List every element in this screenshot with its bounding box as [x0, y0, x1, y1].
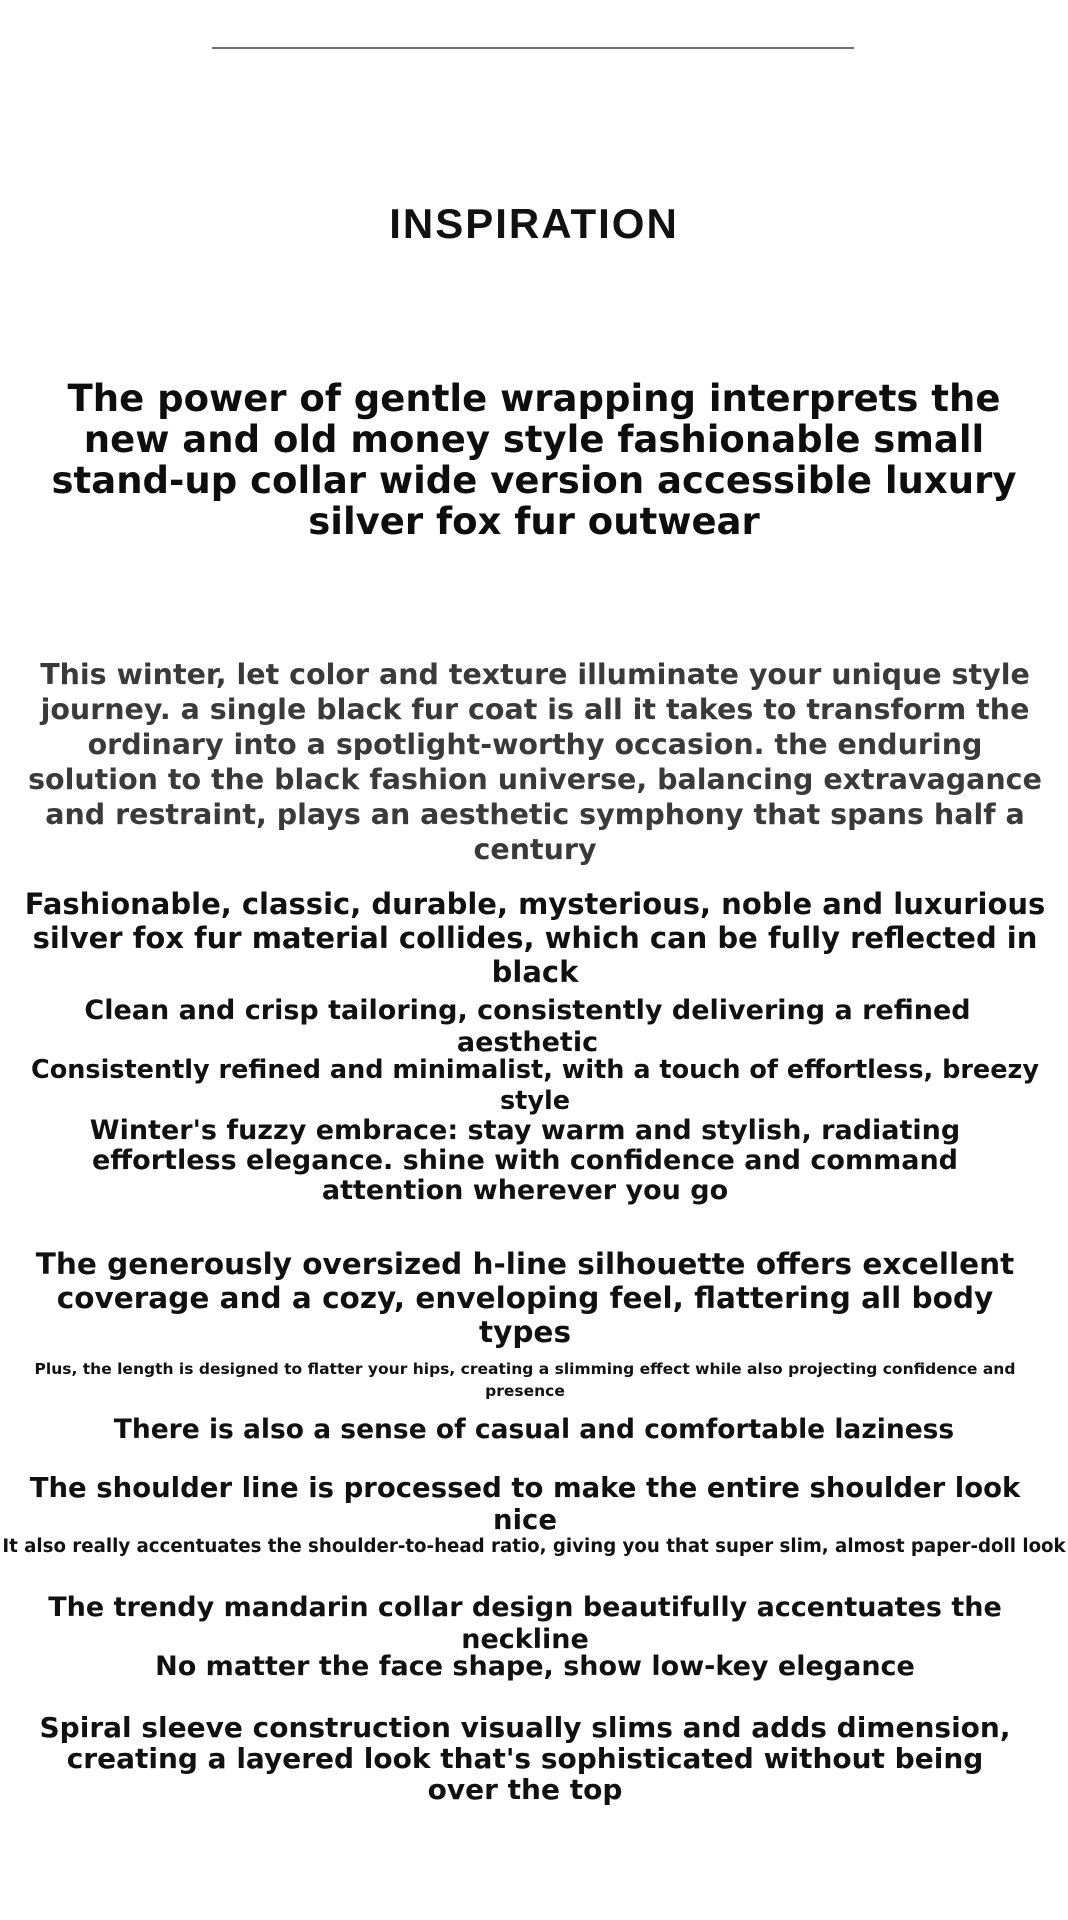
section-heading: INSPIRATION — [389, 200, 679, 247]
feature-minimalist: Consistently refined and minimalist, with a touch of effortless, breezy style — [31, 1055, 1039, 1116]
top-divider — [212, 47, 854, 49]
feature-length: Plus, the length is designed to flatter your hips, creating a slimming effect while also projecting confidence and presence — [34, 1360, 1016, 1400]
feature-shoulder-ratio: It also really accentuates the shoulder-to-head ratio, giving you that super slim, almost paper-doll look — [2, 1536, 1066, 1557]
feature-tailoring: Clean and crisp tailoring, consistently delivering a refined aesthetic — [84, 995, 971, 1058]
feature-winter-warmth: Winter's fuzzy embrace: stay warm and stylish, radiating effortless elegance. shine with confidence and command attention wherever you go — [89, 1115, 961, 1206]
feature-material: Fashionable, classic, durable, mysterious, noble and luxurious silver fox fur material collides, which can be fully reflected in black — [24, 887, 1046, 989]
intro-paragraph: This winter, let color and texture illuminate your unique style journey. a single black fur coat is all it takes to transform the ordinary into a spotlight-worthy occasion. the enduring solution to the black fashion universe, balancing extravagance and restraint, plays an aesthetic symphony that spans half a century — [28, 658, 1042, 866]
feature-face-shape: No matter the face shape, show low-key elegance — [155, 1651, 915, 1682]
feature-silhouette: The generously oversized h-line silhouette offers excellent coverage and a cozy, enveloping feel, flattering all body types — [35, 1247, 1015, 1349]
feature-shoulder-line: The shoulder line is processed to make the entire shoulder look nice — [29, 1472, 1021, 1536]
feature-mandarin-collar: The trendy mandarin collar design beautifully accentuates the neckline — [48, 1592, 1002, 1655]
product-title: The power of gentle wrapping interprets the new and old money style fashionable small stand-up collar wide version accessible luxury silver fox fur outwear — [51, 377, 1017, 543]
feature-spiral-sleeve: Spiral sleeve construction visually slims and adds dimension, creating a layered look that's sophisticated without being over the top — [39, 1711, 1011, 1806]
feature-casual: There is also a sense of casual and comfortable laziness — [113, 1414, 955, 1445]
